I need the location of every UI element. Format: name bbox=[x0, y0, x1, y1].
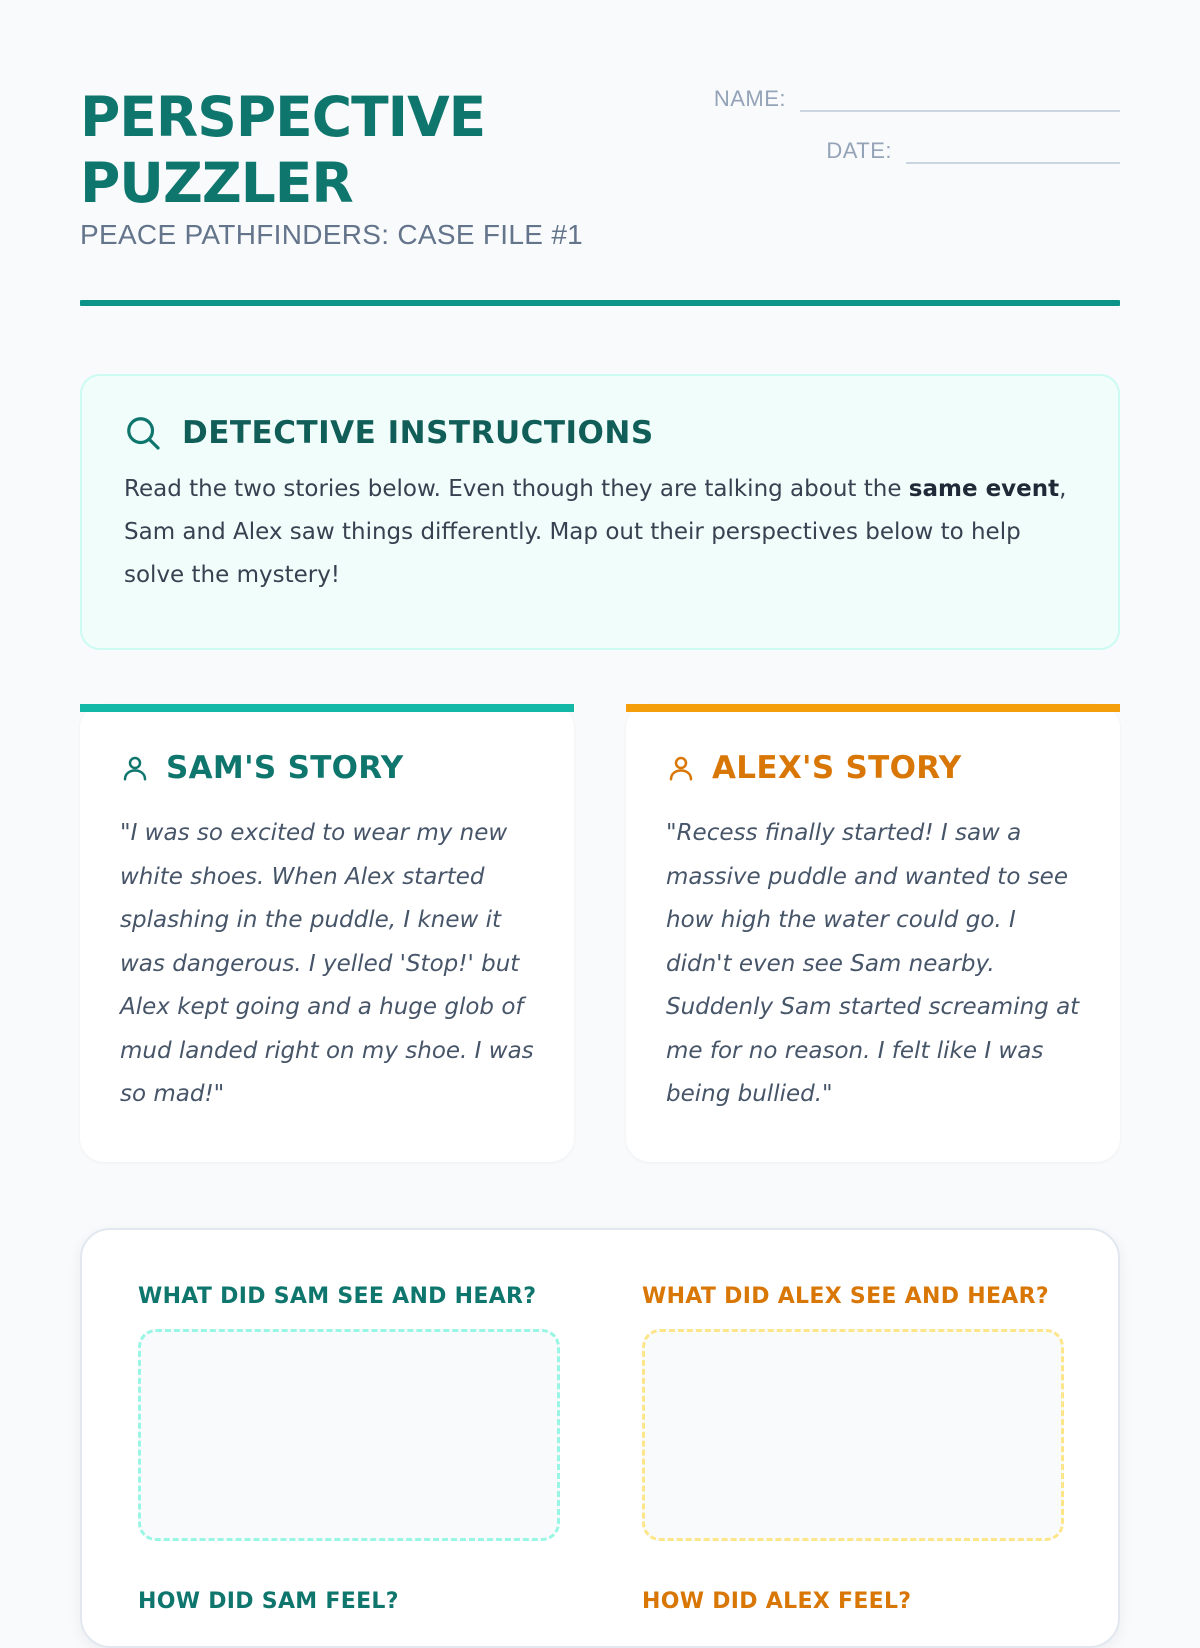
story-cards bbox=[80, 704, 1120, 1162]
sam-feel-label: HOW DID SAM FEEL? bbox=[138, 1589, 399, 1614]
alex-story-title: ALEX'S STORY bbox=[712, 750, 962, 786]
sam-see-section bbox=[138, 1284, 560, 1589]
instructions-text-start: Read the two stories below. Even though they are talking about the bbox=[124, 476, 909, 502]
student-fields bbox=[714, 80, 1120, 184]
instructions-title: DETECTIVE INSTRUCTIONS bbox=[182, 415, 654, 451]
alex-story-card bbox=[626, 704, 1120, 1162]
alex-story-header bbox=[666, 750, 1080, 786]
user-icon bbox=[666, 753, 696, 783]
worksheet-grid bbox=[138, 1284, 1062, 1634]
date-input-line[interactable] bbox=[906, 132, 1120, 164]
alex-feel-section bbox=[642, 1589, 1064, 1634]
user-icon bbox=[120, 753, 150, 783]
alex-see-answer-box[interactable] bbox=[642, 1329, 1064, 1541]
page-subtitle: PEACE PATHFINDERS: CASE FILE #1 bbox=[80, 219, 584, 250]
instructions-text-end: , Sam and Alex saw things differently. Map out their perspectives below to help solve the mystery! bbox=[124, 476, 1067, 588]
alex-feel-label: HOW DID ALEX FEEL? bbox=[642, 1589, 912, 1614]
name-input-line[interactable] bbox=[800, 80, 1120, 112]
header-divider bbox=[80, 300, 1120, 306]
instructions-header bbox=[124, 414, 1076, 452]
instructions-text bbox=[124, 468, 1076, 597]
page-header bbox=[80, 0, 1120, 306]
instructions-panel bbox=[80, 374, 1120, 650]
sam-see-label: WHAT DID SAM SEE AND HEAR? bbox=[138, 1284, 537, 1309]
instructions-text-bold: same event bbox=[908, 476, 1060, 502]
alex-see-section bbox=[642, 1284, 1064, 1589]
name-field bbox=[714, 80, 1120, 112]
alex-story-text: "Recess finally started! I saw a massive puddle and wanted to see how high the water could go. I didn't even see Sam nearby. Suddenly Sam started screaming at me for no reason. I felt like I was being bullied." bbox=[666, 820, 1080, 1107]
sam-see-answer-box[interactable] bbox=[138, 1329, 560, 1541]
sam-story-card bbox=[80, 704, 574, 1162]
alex-see-label: WHAT DID ALEX SEE AND HEAR? bbox=[642, 1284, 1049, 1309]
sam-story-header bbox=[120, 750, 534, 786]
page-title: PERSPECTIVE PUZZLER bbox=[80, 85, 486, 215]
sam-story-title: SAM'S STORY bbox=[166, 750, 404, 786]
sam-story-text: "I was so excited to wear my new white shoes. When Alex started splashing in the puddle, I knew it was dangerous. I yelled 'Stop!' but Alex kept going and a huge glob of mud landed right on my shoe. I was so mad!" bbox=[120, 820, 534, 1107]
search-icon bbox=[124, 414, 162, 452]
date-label: DATE: bbox=[826, 138, 892, 163]
name-label: NAME: bbox=[713, 86, 786, 111]
perspective-worksheet bbox=[80, 1228, 1120, 1648]
date-field bbox=[714, 132, 1120, 164]
sam-feel-section bbox=[138, 1589, 560, 1634]
